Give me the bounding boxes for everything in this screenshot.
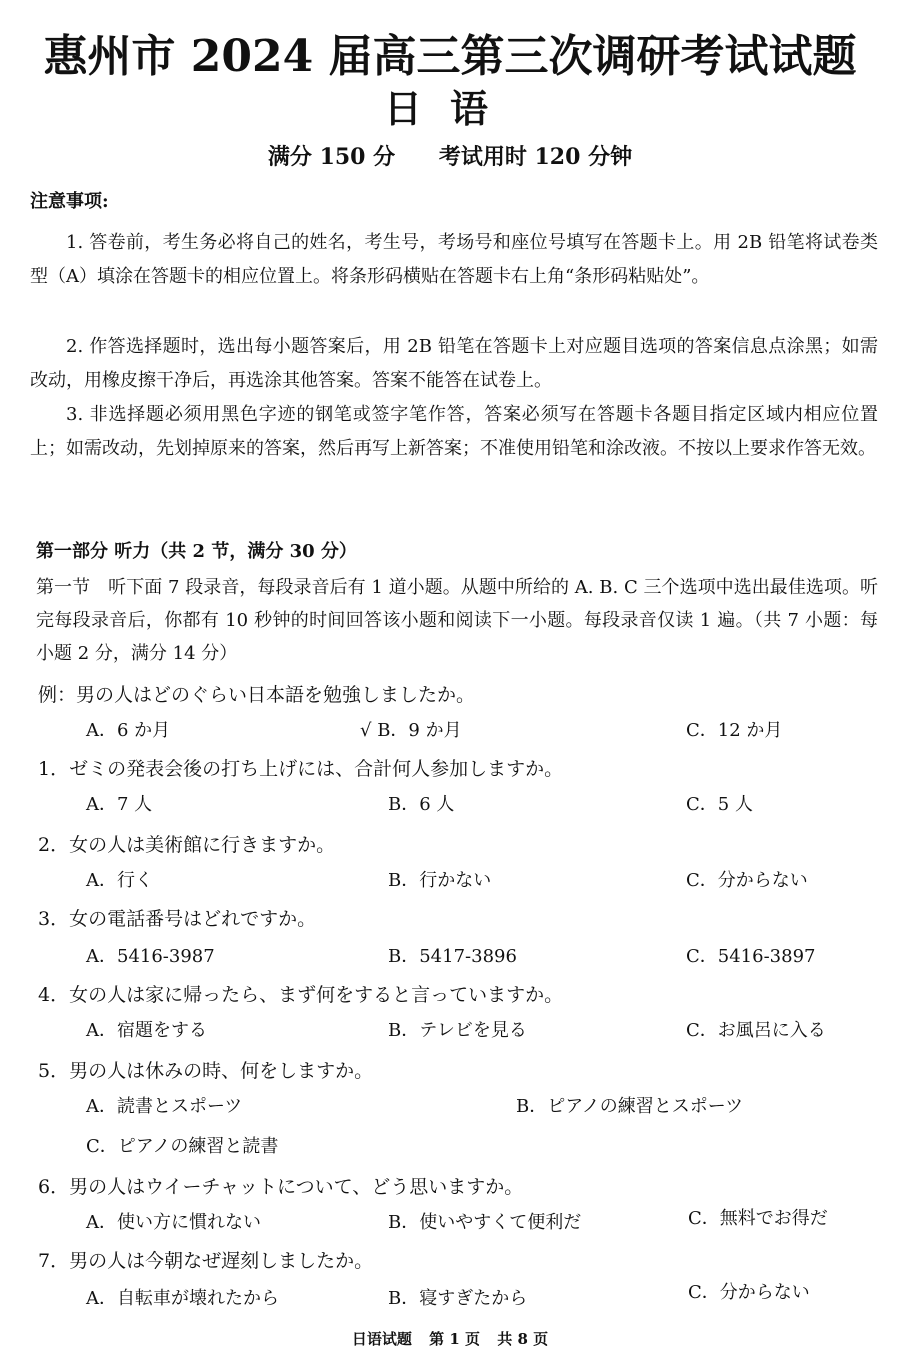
footer-page-number: 第 1 页 bbox=[429, 1330, 480, 1348]
question-1-option-b: B．6 人 bbox=[388, 794, 455, 815]
page-footer bbox=[0, 1327, 900, 1351]
example-question: 例：男の人はどのぐらい日本語を勉強しましたか。 bbox=[38, 684, 476, 706]
question-4-option-b: B．テレビを見る bbox=[388, 1020, 527, 1041]
question-2-option-b: B．行かない bbox=[388, 870, 492, 891]
example-option-a: A．6 か月 bbox=[86, 720, 171, 741]
question-6: 6．男の人はウイーチャットについて、どう思いますか。 bbox=[38, 1176, 524, 1198]
question-4-option-c: C．お風呂に入る bbox=[686, 1020, 826, 1041]
question-2-option-c: C．分からない bbox=[686, 870, 808, 891]
question-4: 4．女の人は家に帰ったら、まず何をすると言っていますか。 bbox=[38, 984, 564, 1006]
footer-total-pages: 共 8 页 bbox=[497, 1330, 549, 1348]
question-5-option-a: A．読書とスポーツ bbox=[86, 1096, 243, 1117]
question-7: 7．男の人は今朝なぜ遅刻しましたか。 bbox=[38, 1250, 374, 1272]
question-1-option-a: A．7 人 bbox=[86, 794, 153, 815]
question-1: 1．ゼミの発表会後の打ち上げには、合計何人参加しますか。 bbox=[38, 758, 564, 780]
question-2: 2．女の人は美術館に行きますか。 bbox=[38, 834, 336, 856]
notice-heading: 注意事项: bbox=[30, 191, 109, 212]
exam-title: 惠州市 2024 届高三第三次调研考试试题 bbox=[43, 31, 857, 82]
question-7-option-a: A．自転車が壊れたから bbox=[86, 1288, 279, 1309]
footer-subject: 日语试题 bbox=[351, 1330, 412, 1348]
exam-subject: 日语 bbox=[383, 86, 516, 131]
question-6-option-b: B．使いやすくて便利だ bbox=[388, 1212, 582, 1233]
question-5-option-b: B．ピアノの練習とスポーツ bbox=[516, 1096, 744, 1117]
part-heading: 第一部分 听力（共 2 节，满分 30 分） bbox=[36, 541, 357, 562]
exam-time: 考试用时 120 分钟 bbox=[438, 144, 633, 170]
notice-item-2: 2. 作答选择题时，选出每小题答案后，用 2B 铅笔在答题卡上对应题目选项的答案信息点涂黑；如需改动，用橡皮擦干净后，再选涂其他答案。答案不能答在试卷上。 bbox=[30, 336, 878, 391]
question-5-option-c: C．ピアノの練習と読書 bbox=[86, 1136, 279, 1157]
score-line bbox=[0, 140, 900, 174]
question-7-option-c: C．分からない bbox=[688, 1282, 810, 1303]
question-3-option-b: B．5417-3896 bbox=[388, 946, 517, 967]
notice-item-3: 3. 非选择题必须用黑色字迹的钢笔或签字笔作答，答案必须写在答题卡各题目指定区域内相应位置上；如需改动，先划掉原来的答案，然后再写上新答案；不准使用铅笔和涂改液。不按以上要求作答无效。 bbox=[30, 404, 878, 459]
section-instruction: 第一节 听下面 7 段录音，每段录音后有 1 道小题。从题中所给的 A. B. C 三个选项中选出最佳选项。听完每段录音后，你都有 10 秒钟的时间回答该小题和阅读下一小题。每段录音仅读 1 遍。（共 7 小题：每小题 2 分，满分 14 分） bbox=[36, 577, 878, 664]
question-6-option-c: C．無料でお得だ bbox=[688, 1208, 828, 1229]
question-3-option-c: C．5416-3897 bbox=[686, 946, 816, 967]
question-4-option-a: A．宿題をする bbox=[86, 1020, 207, 1041]
question-6-option-a: A．使い方に慣れない bbox=[86, 1212, 261, 1233]
question-1-option-c: C．5 人 bbox=[686, 794, 753, 815]
example-option-c: C．12 か月 bbox=[686, 720, 783, 741]
question-2-option-a: A．行く bbox=[86, 870, 153, 891]
question-3: 3．女の電話番号はどれですか。 bbox=[38, 908, 317, 930]
full-score: 满分 150 分 bbox=[267, 144, 396, 170]
example-option-b: √ B．9 か月 bbox=[360, 720, 462, 741]
question-5: 5．男の人は休みの時、何をしますか。 bbox=[38, 1060, 374, 1082]
question-7-option-b: B．寝すぎたから bbox=[388, 1288, 528, 1309]
question-3-option-a: A．5416-3987 bbox=[86, 946, 215, 967]
notice-item-1: 1. 答卷前，考生务必将自己的姓名，考生号，考场号和座位号填写在答题卡上。用 2B 铅笔将试卷类型（A）填涂在答题卡的相应位置上。将条形码横贴在答题卡右上角“条形码粘贴处”。 bbox=[30, 232, 878, 287]
